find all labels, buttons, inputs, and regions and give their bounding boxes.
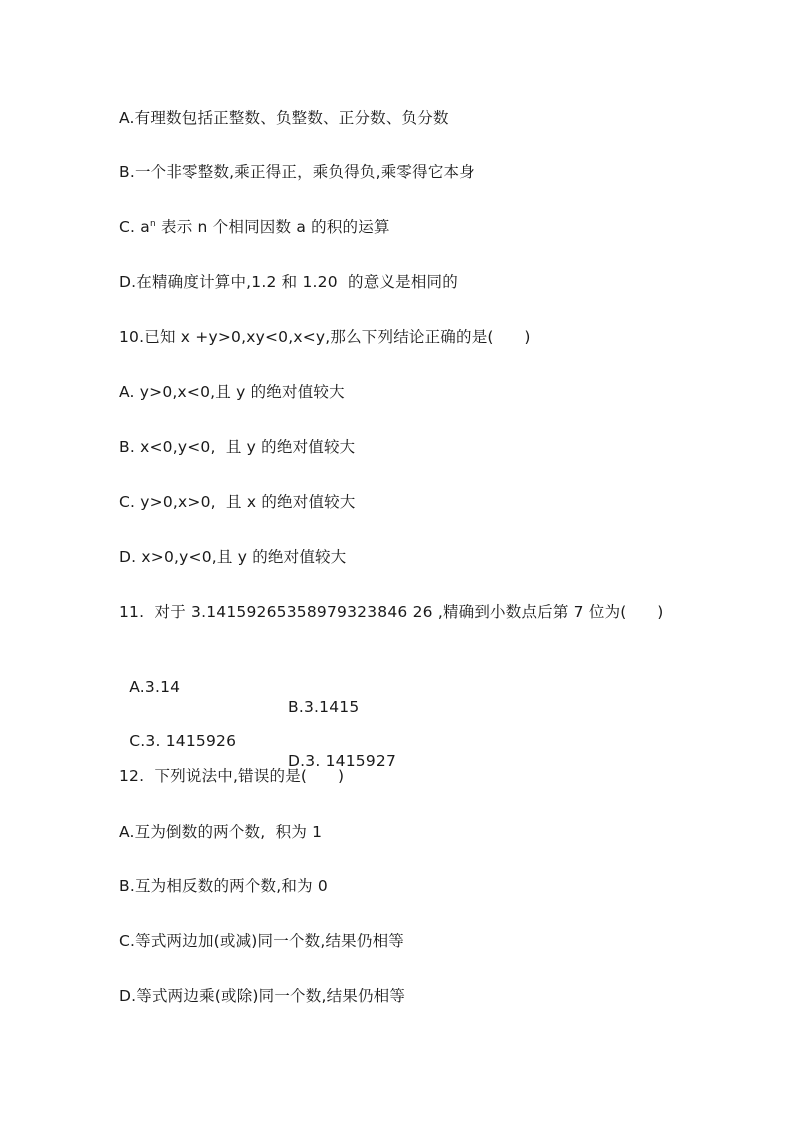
q11-option-b: B.3.1415 bbox=[288, 698, 360, 716]
q10-stem: 10.已知 x +y>0,xy<0,x<y,那么下列结论正确的是( ) bbox=[119, 328, 531, 346]
q11-option-c: C.3. 1415926 bbox=[129, 732, 237, 750]
q10-option-a: A. y>0,x<0,且 y 的绝对值较大 bbox=[119, 383, 345, 401]
q12-option-a: A.互为倒数的两个数, 积为 1 bbox=[119, 823, 323, 841]
q10-option-d: D. x>0,y<0,且 y 的绝对值较大 bbox=[119, 548, 347, 566]
exponent-n: n bbox=[149, 219, 156, 229]
q11-stem: 11. 对于 3.14159265358979323846 26 ,精确到小数点后第 7 位为( ) bbox=[119, 603, 664, 621]
q9-option-c-suffix: 表示 n 个相同因数 a 的积的运算 bbox=[155, 218, 390, 236]
q11-option-a: A.3.14 bbox=[129, 678, 181, 696]
q11-option-d: D.3. 1415927 bbox=[288, 752, 397, 770]
q10-option-b: B. x<0,y<0, 且 y 的绝对值较大 bbox=[119, 438, 356, 456]
q9-option-d: D.在精确度计算中,1.2 和 1.20 的意义是相同的 bbox=[119, 273, 458, 291]
q9-option-a: A.有理数包括正整数、负整数、正分数、负分数 bbox=[119, 109, 449, 127]
q12-option-d: D.等式两边乘(或除)同一个数,结果仍相等 bbox=[119, 987, 406, 1005]
q11-options-row-2 bbox=[119, 711, 679, 771]
q9-option-c-prefix: C. a bbox=[119, 218, 150, 236]
q10-option-c: C. y>0,x>0, 且 x 的绝对值较大 bbox=[119, 493, 356, 511]
q12-option-b: B.互为相反数的两个数,和为 0 bbox=[119, 877, 328, 895]
q12-option-c: C.等式两边加(或减)同一个数,结果仍相等 bbox=[119, 932, 404, 950]
q9-option-b: B.一个非零整数,乘正得正，乘负得负,乘零得它本身 bbox=[119, 163, 475, 181]
q12-stem: 12. 下列说法中,错误的是( ) bbox=[119, 767, 345, 785]
q9-option-c bbox=[119, 217, 390, 237]
q11-options-row-1 bbox=[119, 657, 679, 717]
